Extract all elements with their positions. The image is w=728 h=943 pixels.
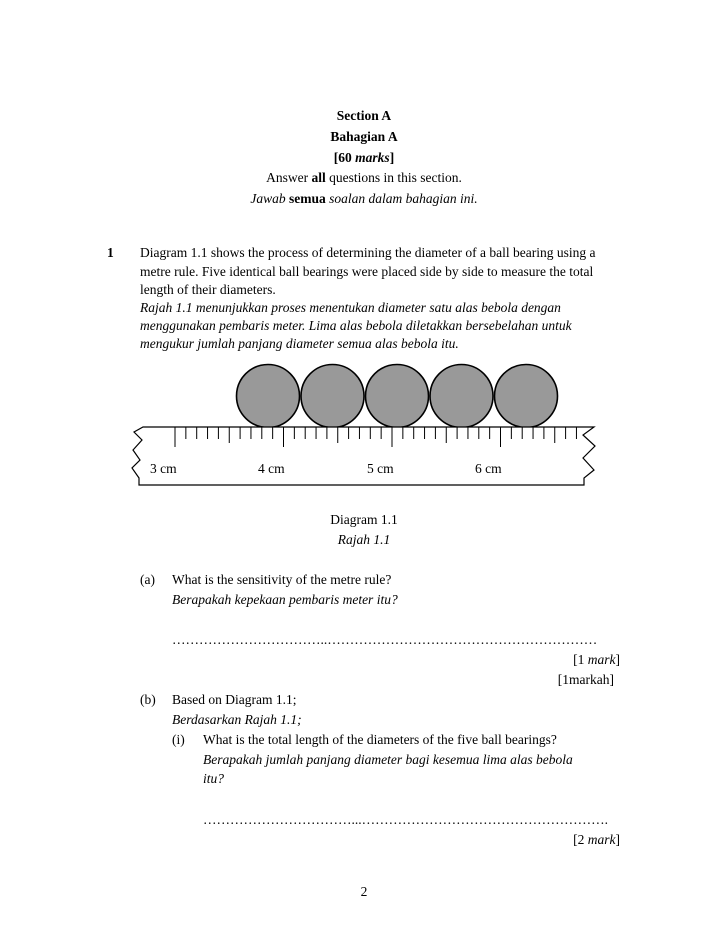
diagram-caption-en: Diagram 1.1 [330, 512, 398, 527]
ruler-label-5cm: 5 cm [367, 461, 394, 476]
part-b-i-question-ms-line-2: itu? [203, 771, 225, 786]
ball-bearing [495, 365, 558, 428]
part-a-marks-en [573, 652, 620, 668]
part-b-i-marks-open: [2 [573, 832, 588, 847]
stem-en-line-3: length of their diameters. [140, 282, 276, 297]
instruction-ms-bold: semua [288, 191, 326, 206]
section-title-en: Section A [336, 108, 392, 123]
part-b-i-answer-line[interactable]: ……………………………...………………………………………………. [203, 812, 608, 827]
instruction-en-post: questions in this section. [325, 170, 462, 185]
section-marks-word: marks [355, 150, 390, 165]
part-a-question-en: What is the sensitivity of the metre rule? [172, 572, 392, 587]
part-b-i-question-ms-line-1: Berapakah jumlah panjang diameter bagi kesemua lima alas bebola [203, 752, 573, 767]
section-marks-open: [60 [333, 150, 356, 165]
part-b-i-marks-close: ] [615, 832, 620, 847]
ruler-outline [132, 427, 595, 485]
ball-bearing [237, 365, 300, 428]
part-b-label: (b) [140, 692, 156, 707]
part-a-marks-en-word: mark [587, 652, 616, 667]
ball-bearings [237, 365, 558, 428]
instruction-en-pre: Answer [266, 170, 312, 185]
part-b-i-question-en: What is the total length of the diameters of the five ball bearings? [203, 732, 557, 747]
part-a-marks-en-open: [1 [573, 652, 588, 667]
stem-en-line-1: Diagram 1.1 shows the process of determining the diameter of a ball bearing using a [140, 245, 596, 260]
page-number: 2 [360, 884, 368, 899]
part-a-marks-en-close: ] [615, 652, 620, 667]
stem-ms-line-2: menggunakan pembaris meter. Lima alas bebola diletakkan bersebelahan untuk [140, 318, 572, 333]
instruction-ms-post: soalan dalam bahagian ini. [325, 191, 478, 206]
ruler-label-4cm: 4 cm [258, 461, 285, 476]
part-b-i-marks [573, 832, 620, 848]
part-b-i-label: (i) [172, 732, 185, 747]
stem-en-line-2: metre rule. Five identical ball bearings were placed side by side to measure the total [140, 264, 594, 279]
stem-ms-line-3: mengukur jumlah panjang diameter semua alas bebola itu. [140, 336, 459, 351]
diagram-caption-ms: Rajah 1.1 [337, 532, 391, 547]
part-a-question-ms: Berapakah kepekaan pembaris meter itu? [172, 592, 398, 607]
question-number: 1 [107, 245, 114, 260]
ball-bearing [366, 365, 429, 428]
section-marks-close: ] [389, 150, 395, 165]
part-a-marks-ms: [1markah] [557, 672, 614, 687]
part-b-intro-en: Based on Diagram 1.1; [172, 692, 297, 707]
ruler-label-6cm: 6 cm [475, 461, 502, 476]
part-a-label: (a) [140, 572, 155, 587]
stem-ms-line-1: Rajah 1.1 menunjukkan proses menentukan diameter satu alas bebola dengan [140, 300, 561, 315]
ruler-label-3cm: 3 cm [150, 461, 177, 476]
instruction-en-bold: all [311, 170, 326, 185]
section-title-ms: Bahagian A [330, 129, 398, 144]
part-a-answer-line[interactable]: ……………………………..…………………………………………………… [172, 632, 598, 647]
ball-bearing [430, 365, 493, 428]
ball-bearing [301, 365, 364, 428]
part-b-intro-ms: Berdasarkan Rajah 1.1; [172, 712, 302, 727]
part-b-i-marks-word: mark [587, 832, 616, 847]
instruction-ms-pre: Jawab [250, 191, 289, 206]
